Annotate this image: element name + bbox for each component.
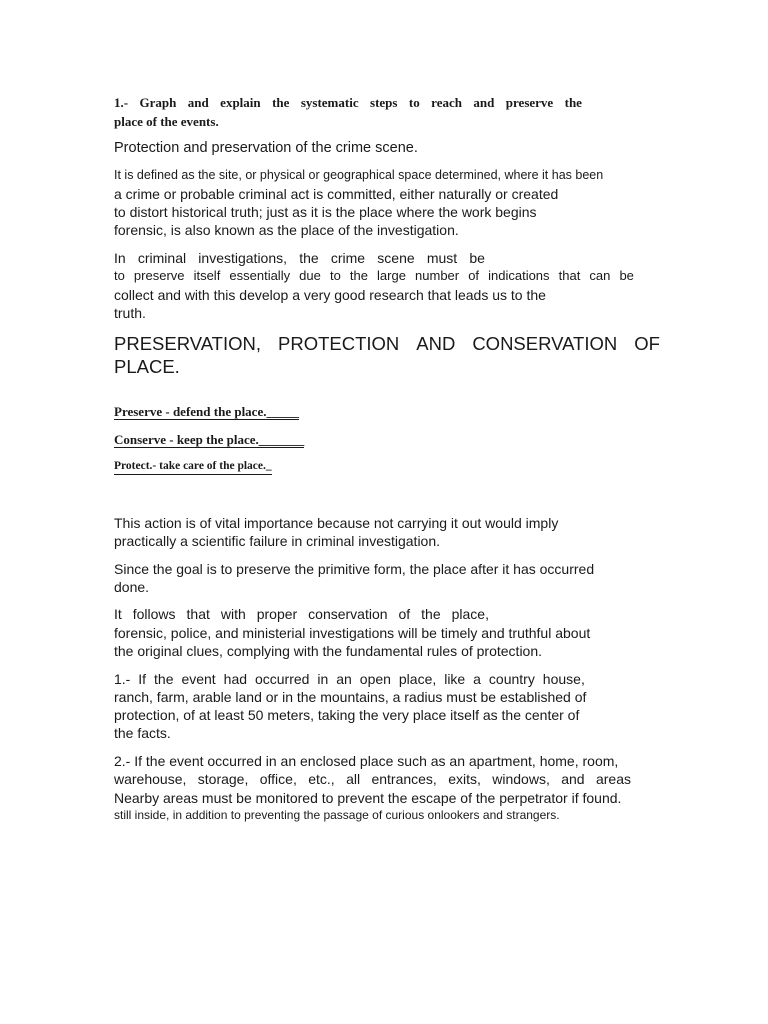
word: the — [154, 671, 174, 687]
word: Graph — [139, 95, 177, 110]
definition-conserve-text: Conserve - keep the place._______ — [114, 432, 305, 447]
definition-preserve-text: Preserve - defend the place._____ — [114, 404, 299, 419]
word: proper — [256, 606, 298, 622]
word: occurred — [254, 671, 310, 687]
para1-line-4: forensic, is also known as the place of the investigation. — [114, 222, 459, 238]
word: crime — [330, 250, 366, 266]
para2-line-4: truth. — [114, 305, 146, 321]
para5-line-1 — [114, 607, 489, 621]
word: preserve — [505, 95, 554, 110]
point1-line-4: the facts. — [114, 725, 171, 741]
word: warehouse, — [114, 771, 187, 787]
para2-line-3: collect and with this develop a very good research that leads us to the — [114, 287, 546, 303]
word: investigations, — [198, 250, 288, 266]
word: itself — [193, 268, 221, 283]
word: the — [272, 95, 290, 110]
section-heading-line-2: PLACE. — [114, 356, 180, 377]
point2-line-1: 2.- If the event occurred in an enclosed place such as an apartment, home, room, — [114, 753, 619, 769]
question-line-2: place of the events. — [114, 114, 219, 129]
point2-line-4: still inside, in addition to preventing the passage of curious onlookers and strangers. — [114, 808, 560, 822]
word: that — [186, 606, 210, 622]
word: scene — [377, 250, 415, 266]
word: essentially — [229, 268, 291, 283]
question-line-1 — [114, 96, 582, 109]
para5-line-3: the original clues, complying with the fundamental rules of protection. — [114, 643, 543, 659]
word: of — [468, 268, 480, 283]
para2-line-1 — [114, 251, 485, 265]
para1-line-2: a crime or probable criminal act is committed, either naturally or created — [114, 186, 559, 202]
para3-line-1: This action is of vital importance because not carrying it out would imply — [114, 515, 559, 531]
point2-line-2 — [114, 772, 631, 786]
word: PRESERVATION, — [114, 333, 262, 354]
word: house, — [542, 671, 585, 687]
definition-conserve — [114, 433, 304, 448]
point1-line-1 — [114, 672, 585, 686]
word: and — [561, 771, 585, 787]
word: CONSERVATION — [472, 333, 618, 354]
word: systematic — [300, 95, 359, 110]
word: windows, — [492, 771, 550, 787]
word: to — [408, 95, 420, 110]
para4-line-2: done. — [114, 579, 150, 595]
definition-preserve — [114, 405, 299, 420]
word: indications — [488, 268, 550, 283]
word: conservation — [308, 606, 388, 622]
word: and — [187, 95, 209, 110]
word: a — [473, 671, 481, 687]
word: can — [589, 268, 611, 283]
word: due — [299, 268, 321, 283]
word: place, — [398, 671, 437, 687]
word: country — [488, 671, 535, 687]
para4-line-1: Since the goal is to preserve the primitive form, the place after it has occurred — [114, 561, 595, 577]
section-subtitle: Protection and preservation of the crime scene. — [114, 140, 418, 156]
word: the — [421, 606, 441, 622]
para5-line-2: forensic, police, and ministerial investigations will be timely and truthful about — [114, 625, 591, 641]
word: exits, — [448, 771, 481, 787]
word: OF — [634, 333, 660, 354]
word: explain — [220, 95, 261, 110]
para1-line-1: It is defined as the site, or physical or geographical space determined, where it has been — [114, 168, 604, 182]
word: number — [415, 268, 460, 283]
point1-line-2: ranch, farm, arable land or in the mountains, a radius must be established of — [114, 689, 587, 705]
word: preserve — [133, 268, 185, 283]
word: It — [114, 606, 122, 622]
word: with — [220, 606, 246, 622]
word: had — [223, 671, 248, 687]
word: In — [114, 250, 126, 266]
word: steps — [370, 95, 398, 110]
word: storage, — [197, 771, 249, 787]
word: large — [377, 268, 406, 283]
word: criminal — [137, 250, 187, 266]
para3-line-2: practically a scientific failure in criminal investigation. — [114, 533, 441, 549]
word: an — [336, 671, 352, 687]
word: like — [444, 671, 466, 687]
word: office, — [259, 771, 297, 787]
word: of — [398, 606, 411, 622]
word: open — [359, 671, 391, 687]
definition-protect — [114, 461, 272, 475]
word: and — [473, 95, 495, 110]
word: to — [329, 268, 341, 283]
word: place, — [451, 606, 489, 622]
word: 1.- — [114, 95, 129, 110]
word: If — [138, 671, 147, 687]
word: entrances, — [371, 771, 437, 787]
word: be — [469, 250, 485, 266]
word: areas — [595, 771, 631, 787]
word: 1.- — [114, 671, 131, 687]
word: be — [619, 268, 634, 283]
section-heading-line-1 — [114, 335, 660, 354]
word: reach — [431, 95, 462, 110]
word: the — [349, 268, 368, 283]
word: in — [317, 671, 329, 687]
word: to — [114, 268, 125, 283]
point1-line-3: protection, of at least 50 meters, taking the very place itself as the center of — [114, 707, 580, 723]
point2-line-3: Nearby areas must be monitored to prevent the escape of the perpetrator if found. — [114, 790, 622, 806]
word: AND — [416, 333, 456, 354]
word: that — [558, 268, 581, 283]
definition-protect-text: Protect.- take care of the place._ — [114, 461, 272, 475]
word: the — [564, 95, 582, 110]
para2-line-2 — [114, 269, 634, 282]
word: event — [181, 671, 216, 687]
word: all — [346, 771, 361, 787]
word: PROTECTION — [278, 333, 400, 354]
word: the — [299, 250, 319, 266]
para1-line-3: to distort historical truth; just as it is the place where the work begins — [114, 204, 537, 220]
word: etc., — [308, 771, 335, 787]
word: follows — [132, 606, 176, 622]
word: must — [426, 250, 458, 266]
